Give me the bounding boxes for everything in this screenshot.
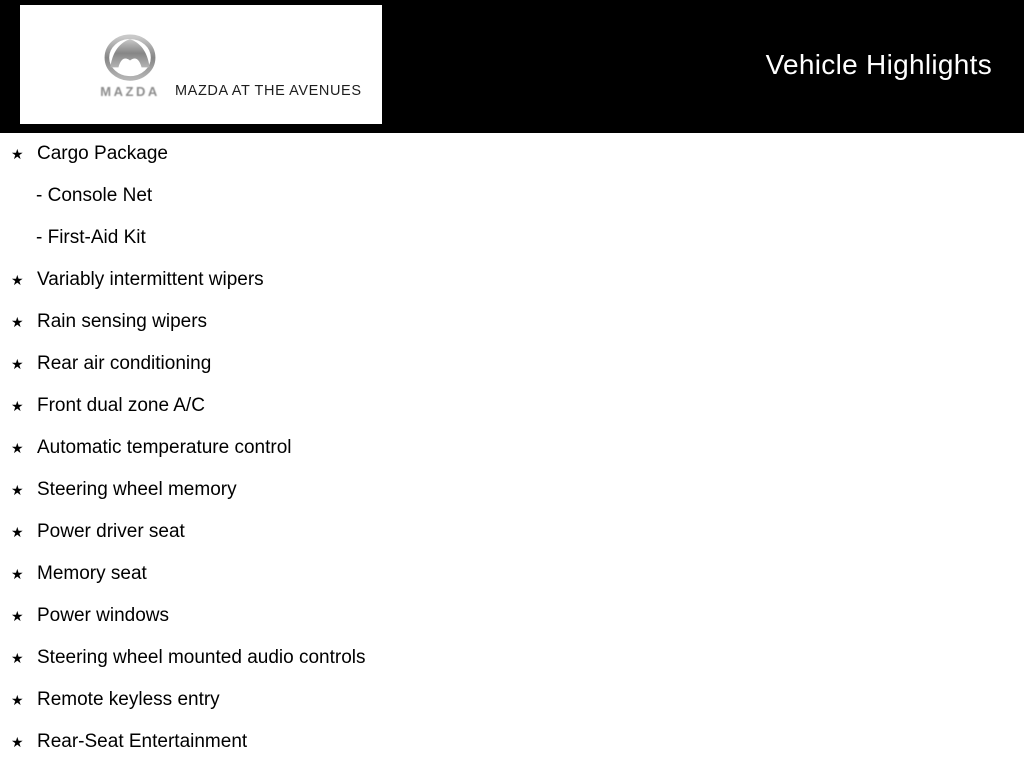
highlight-text: Front dual zone A/C: [37, 395, 205, 416]
highlight-text: Power windows: [37, 605, 169, 626]
highlight-text: Rear-Seat Entertainment: [37, 731, 248, 752]
star-bullet-icon: ★: [11, 524, 24, 540]
star-bullet-icon: ★: [11, 482, 24, 498]
highlight-item: [10, 385, 1024, 427]
highlight-item: [10, 301, 1024, 343]
star-bullet-icon: ★: [11, 272, 24, 288]
star-bullet-icon: ★: [11, 314, 24, 330]
highlight-text: - Console Net: [36, 185, 153, 206]
dealer-name: MAZDA AT THE AVENUES: [175, 83, 362, 99]
highlight-text: Cargo Package: [37, 143, 168, 164]
highlight-text: Remote keyless entry: [37, 689, 220, 710]
star-bullet-icon: ★: [11, 692, 24, 708]
highlight-sub-item: [10, 217, 1024, 259]
highlight-item: [10, 637, 1024, 679]
star-bullet-icon: ★: [11, 650, 24, 666]
highlight-text: Variably intermittent wipers: [37, 269, 264, 290]
header-bar: [0, 0, 1024, 133]
mazda-wordmark: MAZDA: [100, 84, 160, 99]
star-bullet-icon: ★: [11, 608, 24, 624]
star-bullet-icon: ★: [11, 734, 24, 750]
highlight-item: [10, 721, 1024, 763]
highlight-item: [10, 343, 1024, 385]
highlight-item: [10, 133, 1024, 175]
highlight-item: [10, 427, 1024, 469]
highlight-text: Steering wheel memory: [37, 479, 237, 500]
highlight-sub-item: [10, 175, 1024, 217]
highlight-item: [10, 595, 1024, 637]
highlight-text: - First-Aid Kit: [36, 227, 146, 248]
highlight-text: Steering wheel mounted audio controls: [37, 647, 366, 668]
highlight-text: Rain sensing wipers: [37, 311, 208, 332]
highlight-text: Power driver seat: [37, 521, 185, 542]
star-bullet-icon: ★: [11, 356, 24, 372]
star-bullet-icon: ★: [11, 146, 24, 162]
star-bullet-icon: ★: [11, 566, 24, 582]
highlight-item: [10, 679, 1024, 721]
mazda-logo: [76, 31, 184, 99]
star-bullet-icon: ★: [11, 398, 24, 414]
star-bullet-icon: ★: [11, 440, 24, 456]
page-title: Vehicle Highlights: [765, 49, 992, 80]
highlight-text: Rear air conditioning: [37, 353, 212, 374]
highlight-text: Automatic temperature control: [37, 437, 292, 458]
highlight-text: Memory seat: [37, 563, 147, 584]
highlight-item: [10, 553, 1024, 595]
highlight-item: [10, 469, 1024, 511]
mazda-winged-m-emblem-icon: [101, 31, 159, 83]
highlight-item: [10, 259, 1024, 301]
dealer-logo-box: [20, 5, 382, 124]
highlight-item: [10, 511, 1024, 553]
vehicle-highlights-list: [0, 133, 1024, 763]
